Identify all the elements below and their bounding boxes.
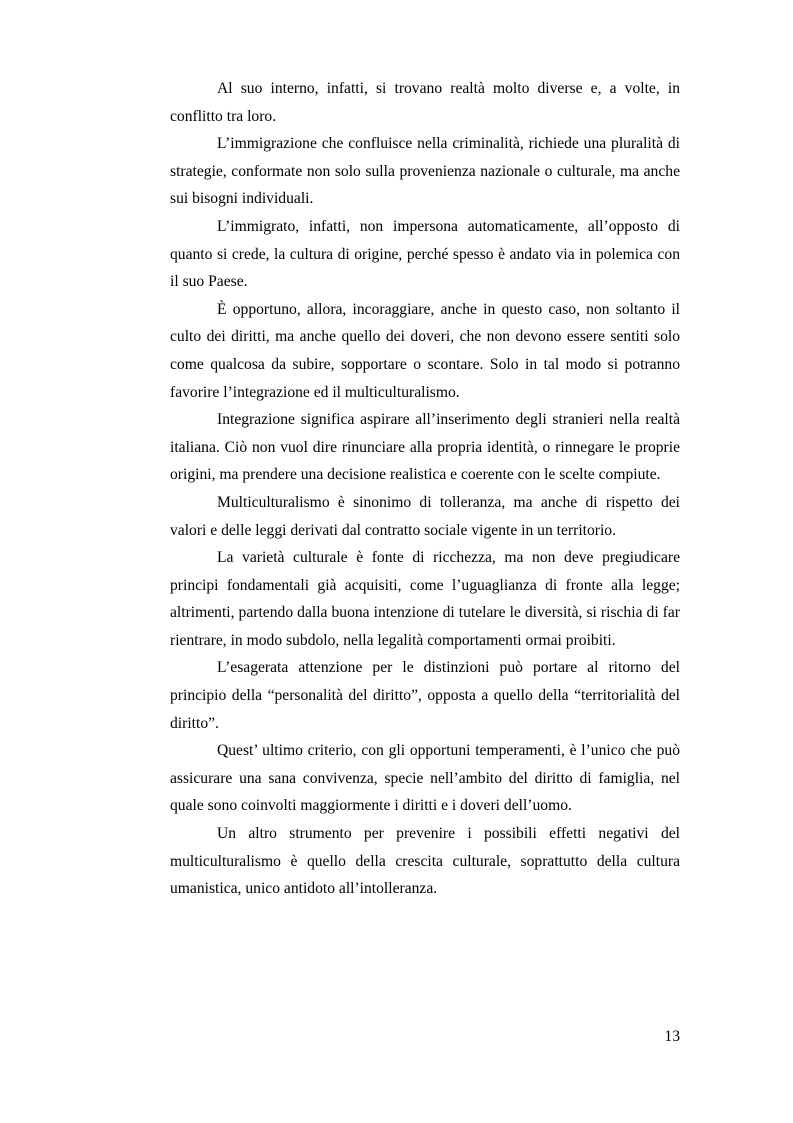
paragraph: L’immigrato, infatti, non impersona automaticamente, all’opposto di quanto si crede, la cultura di origine, perché spesso è andato via in polemica con il suo Paese.	[170, 217, 680, 291]
paragraph: Al suo interno, infatti, si trovano realtà molto diverse e, a volte, in conflitto tra loro.	[170, 80, 680, 125]
paragraph: Multiculturalismo è sinonimo di tolleranza, ma anche di rispetto dei valori e delle leggi derivati dal contratto sociale vigente in un territorio.	[170, 493, 680, 539]
paragraph: Quest’ ultimo criterio, con gli opportuni temperamenti, è l’unico che può assicurare una sana convivenza, specie nell’ambito del diritto di famiglia, nel quale sono coinvolti maggiormente i diritti e i doveri dell’uomo.	[170, 742, 680, 815]
paragraph: È opportuno, allora, incoraggiare, anche in questo caso, non soltanto il culto dei diritti, ma anche quello dei doveri, che non devono essere sentiti solo come qualcosa da subire, sopportare o scontare. Solo in tal modo si potranno favorire l’integrazione ed il multiculturalismo.	[170, 300, 680, 401]
paragraph: L’immigrazione che confluisce nella criminalità, richiede una pluralità di strategie, conformate non solo sulla provenienza nazionale o culturale, ma anche sui bisogni individuali.	[170, 135, 680, 208]
paragraph: L’esagerata attenzione per le distinzioni può portare al ritorno del principio della “personalità del diritto”, opposta a quello della “territorialità del diritto”.	[170, 659, 680, 732]
page-number: 13	[664, 1028, 680, 1045]
paragraph: Integrazione significa aspirare all’inserimento degli stranieri nella realtà italiana. Ciò non vuol dire rinunciare alla propria identità, o rinnegare le proprie origini, ma prendere una decisione realistica e coerente con le scelte compiute.	[170, 411, 680, 484]
paragraph: Un altro strumento per prevenire i possibili effetti negativi del multiculturalismo è quello della crescita culturale, soprattutto della cultura umanistica, unico antidoto all’intolleranza.	[170, 825, 680, 898]
paragraph: La varietà culturale è fonte di ricchezza, ma non deve pregiudicare principi fondamentali già acquisiti, come l’uguaglianza di fronte alla legge; altrimenti, partendo dalla buona intenzione di tutelare le diversità, si rischia di far rientrare, in modo subdolo, nella legalità comportamenti ormai proibiti.	[170, 549, 680, 649]
page-body	[170, 75, 680, 903]
